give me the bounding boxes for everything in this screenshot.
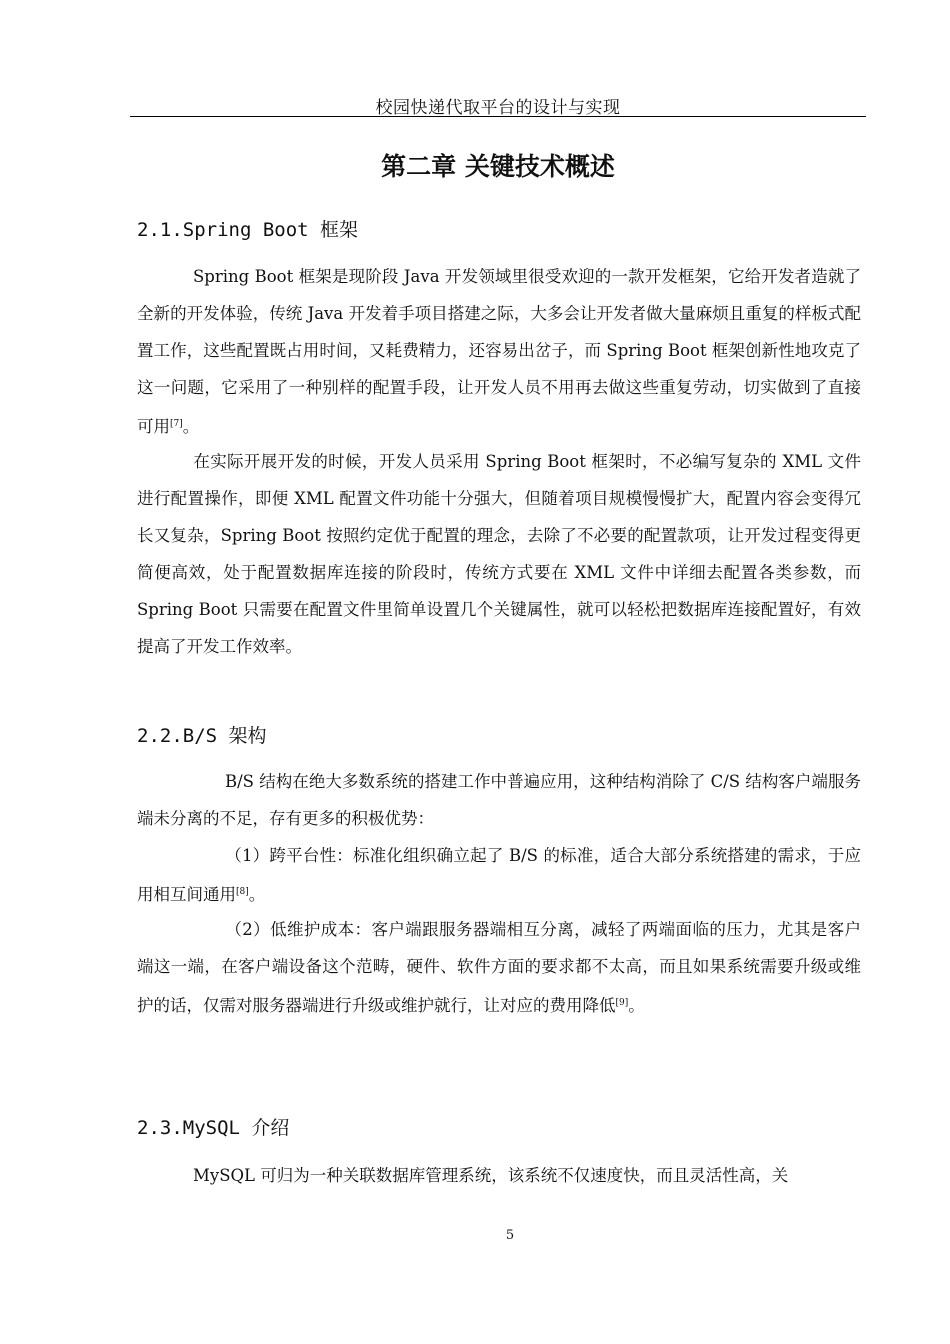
- citation-ref: [8]: [236, 887, 249, 897]
- paragraph-tail: 。: [628, 996, 645, 1015]
- paragraph-text: MySQL 可归为一种关联数据库管理系统，该系统不仅速度快，而且灵活性高，关: [193, 1166, 789, 1185]
- section-heading-2-3: 2.3.MySQL 介绍: [137, 1117, 290, 1139]
- citation-ref: [7]: [170, 419, 183, 429]
- running-header-title: 校园快递代取平台的设计与实现: [375, 98, 621, 118]
- paragraph-bs-cross-platform: [137, 837, 861, 913]
- section-heading-2-1: 2.1.Spring Boot 框架: [137, 219, 359, 241]
- header-divider: [130, 116, 866, 117]
- citation-ref: [9]: [615, 998, 629, 1008]
- paragraph-tail: 。: [182, 417, 200, 436]
- paragraph-text: （1）跨平台性：标准化组织确立起了 B/S 的标准，适合大部分系统搭建的需求，于应用相互间通用: [137, 846, 861, 904]
- section-heading-2-2: 2.2.B/S 架构: [137, 725, 267, 747]
- paragraph-text: B/S 结构在绝大多数系统的搭建工作中普遍应用，这种结构消除了 C/S 结构客户端服务端未分离的不足，存有更多的积极优势：: [137, 772, 861, 828]
- paragraph-bs-intro: [137, 763, 861, 837]
- paragraph-bs-low-maintenance: [137, 911, 861, 1024]
- page-number: 5: [505, 1228, 515, 1243]
- paragraph-mysql: [137, 1157, 861, 1194]
- paragraph-text: 在实际开展开发的时候，开发人员采用 Spring Boot 框架时，不必编写复杂的 XML 文件进行配置操作，即便 XML 配置文件功能十分强大，但随着项目规模慢慢扩大，配置内容会变得冗长又复杂，Spring Boot 按照约定优于配置的理念，去除了不必要的配置款项，让开发过程变得更简便高效，处于配置数据库连接的阶段时，传统方式要在 XML 文件中详细去配置各类参数，而 Spring Boot 只需要在配置文件里简单设置几个关键属性，就可以轻松把数据库连接配置好，有效提高了开发工作效率。: [137, 452, 861, 656]
- paragraph-tail: 。: [248, 885, 266, 904]
- paragraph-spring-boot-2: [137, 443, 861, 665]
- paragraph-text: Spring Boot 框架是现阶段 Java 开发领域里很受欢迎的一款开发框架，它给开发者造就了全新的开发体验，传统 Java 开发着手项目搭建之际，大多会让开发者做大量麻烦且重复的样板式配置工作，这些配置既占用时间，又耗费精力，还容易出岔子，而 Spring Boot 框架创新性地攻克了这一问题，它采用了一种别样的配置手段，让开发人员不用再去做这些重复劳动，切实做到了直接可用: [137, 267, 861, 436]
- chapter-title: 第二章 关键技术概述: [381, 152, 615, 181]
- paragraph-text: （2）低维护成本：客户端跟服务器端相互分离，减轻了两端面临的压力，尤其是客户端这一端，在客户端设备这个范畴，硬件、软件方面的要求都不太高，而且如果系统需要升级或维护的话，仅需对服务器端进行升级或维护就行，让对应的费用降低: [137, 920, 861, 1015]
- paragraph-spring-boot-1: [137, 258, 861, 445]
